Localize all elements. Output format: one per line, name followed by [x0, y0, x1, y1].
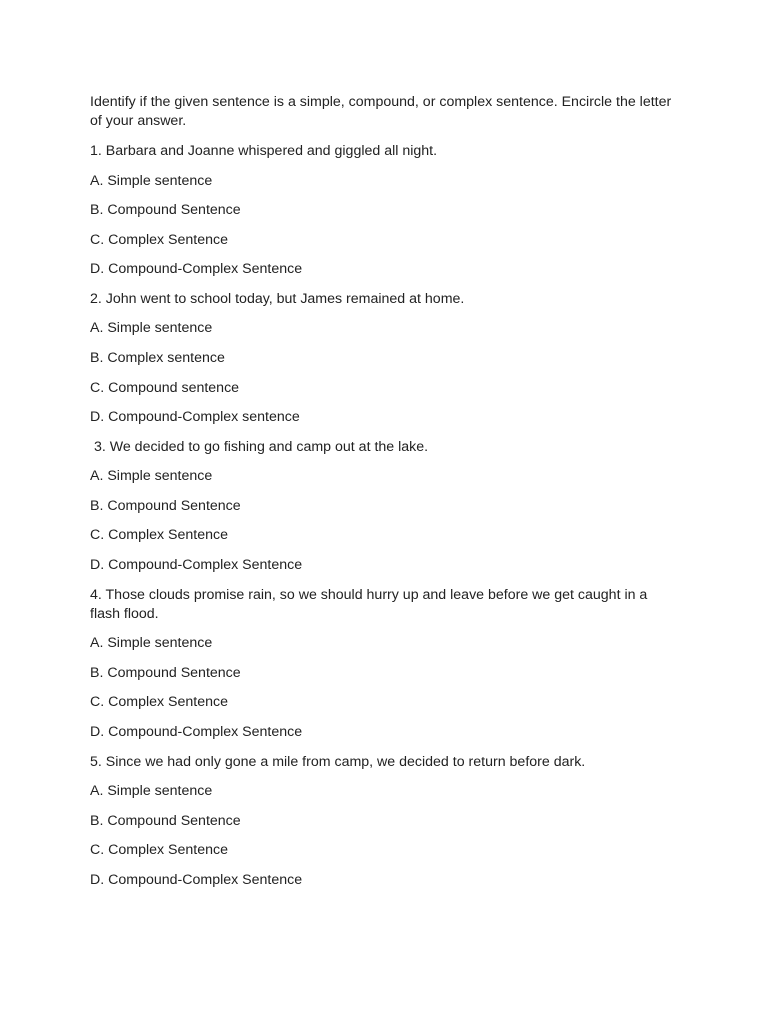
- option-c: C. Complex Sentence: [90, 842, 229, 859]
- option-a: A. Simple sentence: [90, 783, 213, 799]
- option-a: A. Simple sentence: [90, 468, 213, 485]
- question-text: 5. Since we had only gone a mile from camp, we decided to return before dark.: [90, 753, 586, 770]
- option-b: B. Compound Sentence: [90, 497, 241, 514]
- worksheet: [90, 93, 680, 900]
- option-d: D. Compound-Complex Sentence: [90, 261, 303, 278]
- option-d: D. Compound-Complex sentence: [90, 409, 300, 426]
- option-b: B. Compound Sentence: [90, 812, 241, 829]
- option-d: D. Compound-Complex Sentence: [90, 557, 303, 574]
- question-text: 4. Those clouds promise rain, so we should hurry up and leave before we get caught in a flash flood.: [90, 586, 648, 622]
- option-b: B. Complex sentence: [90, 349, 225, 366]
- option-a: A. Simple sentence: [90, 172, 213, 189]
- option-c: C. Complex Sentence: [90, 694, 229, 711]
- option-a: A. Simple sentence: [90, 320, 213, 337]
- option-c: C. Complex Sentence: [90, 231, 229, 248]
- option-c: C. Compound sentence: [90, 379, 240, 396]
- question-2: [90, 290, 680, 427]
- option-c: C. Complex Sentence: [90, 527, 229, 544]
- option-b: B. Compound Sentence: [90, 202, 241, 219]
- option-d: D. Compound-Complex Sentence: [90, 871, 303, 888]
- instructions-text: Identify if the given sentence is a simple, compound, or complex sentence. Encircle the letter of your answer.: [90, 94, 672, 129]
- option-d: D. Compound-Complex Sentence: [90, 723, 303, 740]
- option-a: A. Simple sentence: [90, 635, 213, 652]
- question-5: [90, 753, 680, 890]
- question-text: 1. Barbara and Joanne whispered and giggled all night.: [90, 143, 438, 159]
- question-3: [90, 438, 680, 575]
- option-b: B. Compound Sentence: [90, 664, 241, 681]
- question-text: 3. We decided to go fishing and camp out at the lake.: [90, 438, 429, 455]
- question-1: [90, 142, 680, 279]
- question-text: 2. John went to school today, but James remained at home.: [90, 290, 465, 307]
- question-4: [90, 586, 680, 742]
